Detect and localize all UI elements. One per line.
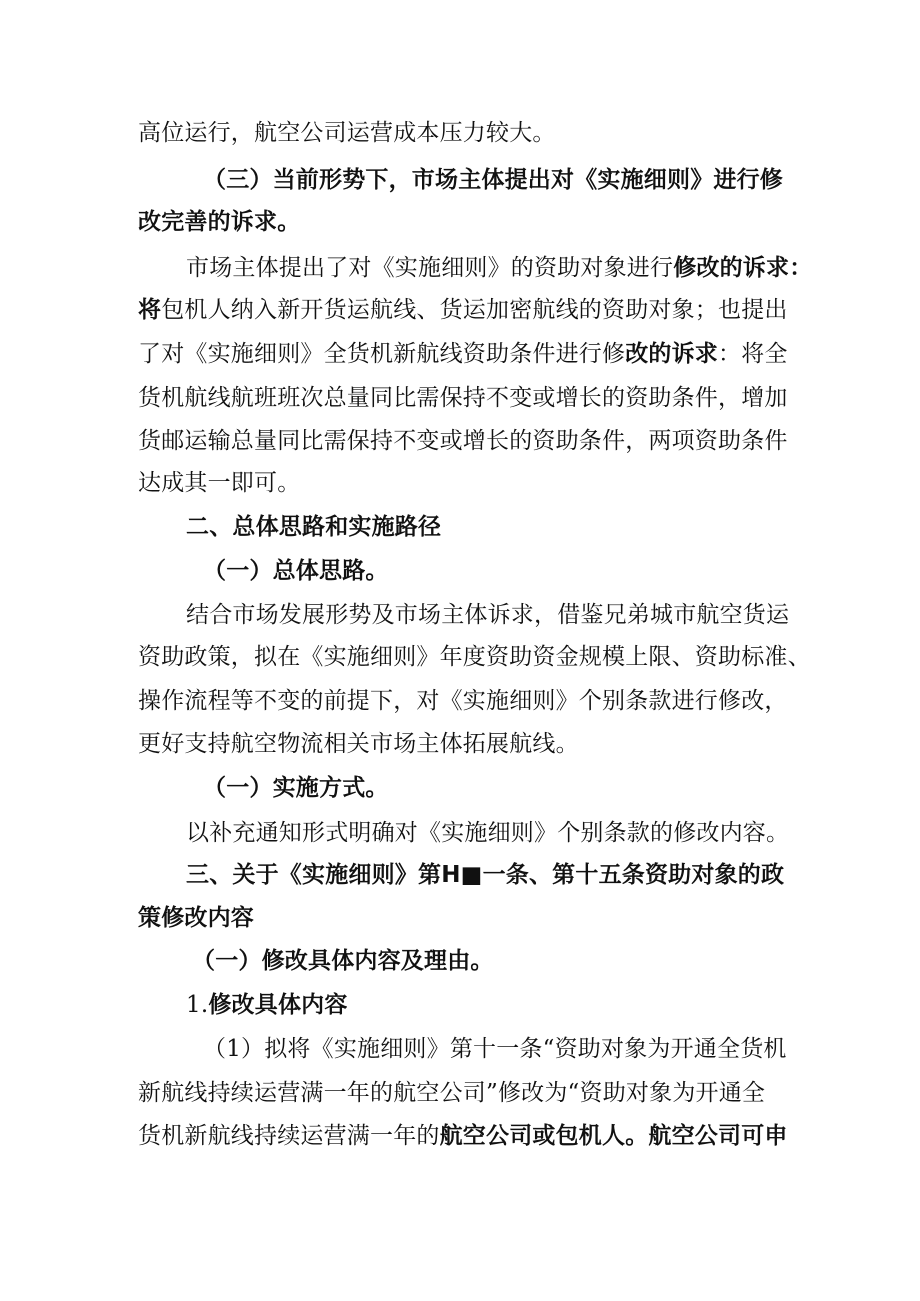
section-three-heading-line-1: 三、关于《实施细则》第H■一条、第十五条资助对象的政 — [186, 862, 785, 888]
heading-three-line-1: （三）当前形势下，市场主体提出对《实施细则》进行修 — [203, 167, 783, 193]
bold-text-run: 航空公司或包机人。航空公司可申 — [439, 1123, 788, 1149]
paragraph-line: 结合市场发展形势及市场主体诉求，借鉴兄弟城市航空货运 — [186, 602, 790, 628]
bold-text-run: 修改的诉求： — [673, 255, 813, 281]
paragraph-line: 新航线持续运营满一年的航空公司”修改为“资助对象为开通全 — [138, 1080, 766, 1106]
paragraph-line: 更好支持航空物流相关市场主体拓展航线。 — [138, 731, 579, 757]
heading-three-line-2: 改完善的诉求。 — [138, 209, 301, 235]
paragraph-line: 货邮运输总量同比需保持不变或增长的资助条件，两项资助条件 — [138, 428, 788, 454]
heading-text: 修改具体内容 — [208, 992, 348, 1018]
text-run: 市场主体提出了对《实施细则》的资助对象进行 — [186, 255, 674, 281]
numbered-heading — [186, 989, 788, 1021]
paragraph-line: 货机航线航班班次总量同比需保持不变或增长的资助条件，增加 — [138, 385, 788, 411]
paragraph-line: （1）拟将《实施细则》第十一条“资助对象为开通全货机 — [203, 1036, 787, 1062]
paragraph-line: 以补充通知形式明确对《实施细则》个别条款的修改内容。 — [186, 820, 790, 846]
subsection-heading: （一）总体思路。 — [203, 558, 389, 584]
paragraph-line: 资助政策，拟在《实施细则》年度资助资金规模上限、资助标准、 — [138, 644, 811, 670]
section-two-heading: 二、总体思路和实施路径 — [186, 514, 442, 540]
text-run: 包机人纳入新开货运航线、货运加密航线的资助对象；也提出 — [161, 297, 788, 323]
paragraph-line: 达成其一即可。 — [138, 470, 301, 496]
text-run: ：将全 — [718, 341, 788, 367]
text-run: 了对《实施细则》全货机新航线资助条件进行修 — [138, 341, 626, 367]
paragraph-line: 操作流程等不变的前提下，对《实施细则》个别条款进行修改， — [138, 688, 788, 714]
section-three-heading-line-2: 策修改内容 — [138, 905, 254, 931]
paragraph-line: 高位运行，航空公司运营成本压力较大。 — [138, 120, 556, 146]
text-run: 货机新航线持续运营满一年的 — [138, 1123, 440, 1149]
subsection-heading: （一）实施方式。 — [203, 775, 389, 801]
paragraph-line — [138, 338, 788, 370]
subsection-heading: （一）修改具体内容及理由。 — [192, 948, 494, 974]
bold-text-run: 将 — [138, 297, 162, 323]
bold-text-run: 改的诉求 — [625, 341, 719, 367]
paragraph-line — [138, 294, 788, 326]
heading-number: 1. — [186, 992, 209, 1018]
paragraph-line — [138, 1120, 788, 1152]
paragraph-line — [186, 252, 813, 284]
